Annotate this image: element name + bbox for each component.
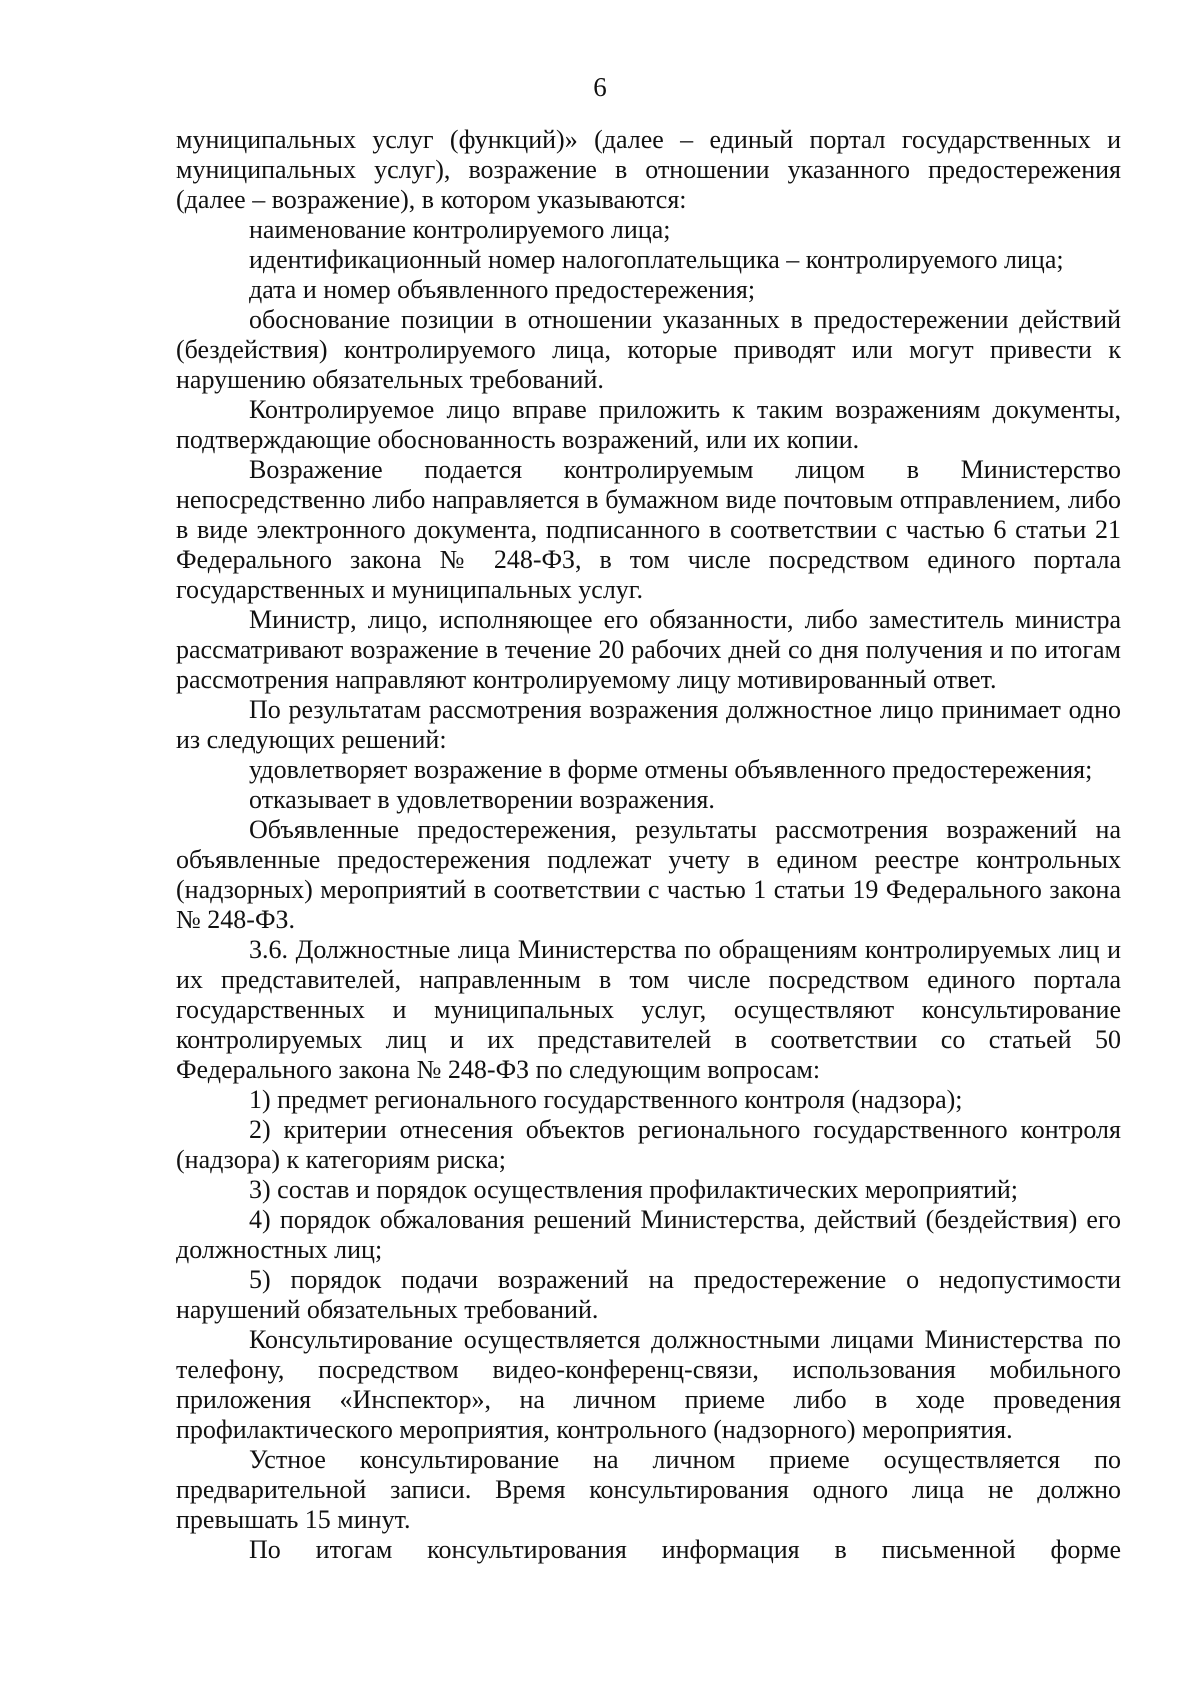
- document-body: [176, 125, 1121, 1565]
- paragraph: дата и номер объявленного предостережения;: [249, 275, 756, 304]
- paragraph: Министр, лицо, исполняющее его обязанности, либо заместитель министра рассматривают возражение в течение 20 рабочих дней со дня получения и по итогам рассмотрения направляют контролируемому лицу мотивированный ответ.: [176, 605, 1121, 694]
- paragraph: обоснование позиции в отношении указанных в предостережении действий (бездействия) контролируемого лица, которые приводят или могут привести к нарушению обязательных требований.: [176, 305, 1121, 394]
- paragraph: По результатам рассмотрения возражения должностное лицо принимает одно из следующих решений:: [176, 695, 1121, 754]
- paragraph: удовлетворяет возражение в форме отмены объявленного предостережения;: [249, 755, 1093, 784]
- paragraph: 4) порядок обжалования решений Министерства, действий (бездействия) его должностных лиц;: [176, 1205, 1121, 1264]
- paragraph: 5) порядок подачи возражений на предостережение о недопустимости нарушений обязательных требований.: [176, 1265, 1121, 1324]
- paragraph: Возражение подается контролируемым лицом в Министерство непосредственно либо направляется в бумажном виде почтовым отправлением, либо в виде электронного документа, подписанного в соответствии с частью 6 статьи 21 Федерального закона № 248-ФЗ, в том числе посредством единого портала государственных и муниципальных услуг.: [176, 455, 1121, 604]
- paragraph: Консультирование осуществляется должностными лицами Министерства по телефону, посредством видео-конференц-связи, использования мобильного приложения «Инспектор», на личном приеме либо в ходе проведения профилактического мероприятия, контрольного (надзорного) мероприятия.: [176, 1325, 1121, 1444]
- page-number: 6: [593, 72, 607, 102]
- paragraph: наименование контролируемого лица;: [249, 215, 671, 244]
- paragraph: 3.6. Должностные лица Министерства по обращениям контролируемых лиц и их представителей, направленным в том числе посредством единого портала государственных и муниципальных услуг, осуществляют консультирование контролируемых лиц и их представителей в соответствии со статьей 50 Федерального закона № 248-ФЗ по следующим вопросам:: [176, 935, 1121, 1084]
- paragraph: По итогам консультирования информация в письменной форме: [249, 1535, 1121, 1564]
- paragraph: Устное консультирование на личном приеме осуществляется по предварительной записи. Время консультирования одного лица не должно превышать 15 минут.: [176, 1445, 1121, 1534]
- paragraph: идентификационный номер налогоплательщика – контролируемого лица;: [249, 245, 1064, 274]
- paragraph: Объявленные предостережения, результаты рассмотрения возражений на объявленные предостережения подлежат учету в едином реестре контрольных (надзорных) мероприятий в соответствии с частью 1 статьи 19 Федерального закона № 248-ФЗ.: [176, 815, 1121, 934]
- paragraph: 2) критерии отнесения объектов регионального государственного контроля (надзора) к категориям риска;: [176, 1115, 1121, 1174]
- paragraph: 3) состав и порядок осуществления профилактических мероприятий;: [249, 1175, 1019, 1204]
- paragraph: отказывает в удовлетворении возражения.: [249, 785, 715, 814]
- paragraph: Контролируемое лицо вправе приложить к таким возражениям документы, подтверждающие обоснованность возражений, или их копии.: [176, 395, 1121, 454]
- paragraph: муниципальных услуг (функций)» (далее – единый портал государственных и муниципальных услуг), возражение в отношении указанного предостережения (далее – возражение), в котором указываются:: [176, 125, 1121, 214]
- paragraph: 1) предмет регионального государственного контроля (надзора);: [249, 1085, 963, 1114]
